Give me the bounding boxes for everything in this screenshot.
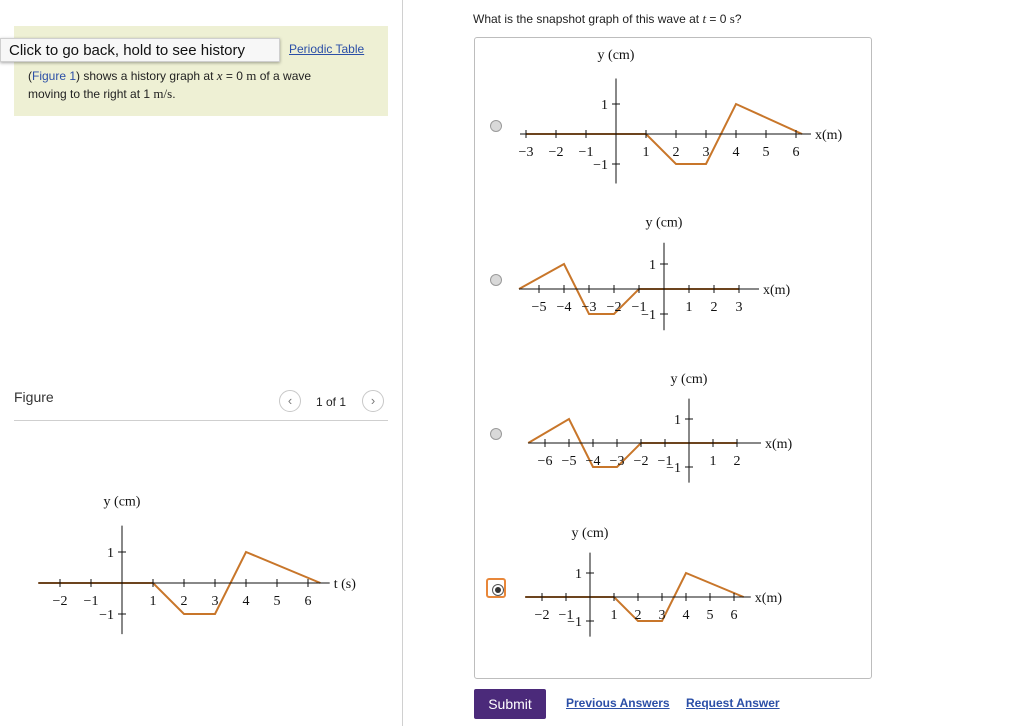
history-x-tick-label: 6 [304,594,312,609]
choice-b-x-tick-label: −5 [531,300,547,315]
history-y-tick-pos: 1 [107,546,114,561]
figure-link[interactable]: Figure 1 [32,69,77,83]
choice-c-y-tick-pos: 1 [674,413,681,428]
choice-d-x-tick-label: −1 [558,608,574,623]
question-text-part: ? [734,12,742,26]
choice-c-x-tick-label: −1 [657,454,673,469]
choice-c-x-tick-label: 1 [709,454,717,469]
choice-b-x-axis-label: x(m) [763,283,791,298]
choice-a-x-tick-label: 1 [642,145,650,160]
t-variable: t [702,11,707,26]
choice-a-x-tick-label: 5 [762,145,770,160]
choice-a-x-axis-label: x(m) [815,128,843,143]
previous-answers-link[interactable]: Previous Answers [566,696,670,710]
choice-a-y-tick-neg: −1 [593,158,608,173]
choice-b-x-tick-label: −1 [631,300,647,315]
choice-d-y-axis-label: y (cm) [571,526,609,541]
choice-c-x-axis-label: x(m) [765,437,793,452]
second-unit: s [729,11,735,26]
chevron-right-icon: › [370,393,376,408]
problem-text: of a wave [256,69,312,83]
speed-unit: m/s [153,86,173,101]
history-x-tick-label: 4 [242,594,250,609]
choice-b-y-axis-label: y (cm) [645,215,683,231]
choice-b-y-tick-neg: −1 [641,308,656,323]
choice-a-x-tick-label: −3 [518,145,534,160]
choice-c-x-tick-label: 2 [733,454,741,469]
choice-d-x-tick-label: 4 [682,608,690,623]
choice-c-x-tick-label: −3 [609,454,625,469]
choice-a-x-tick-label: 2 [672,145,680,160]
choice-d-x-tick-label: 6 [730,608,738,623]
choice-d-y-tick-neg: −1 [567,615,582,630]
history-y-tick-neg: −1 [99,608,114,623]
history-x-axis-label: t (s) [333,577,356,592]
history-x-tick-label: 3 [211,594,219,609]
choice-b-x-tick-label: −3 [581,300,597,315]
history-tooltip: Click to go back, hold to see history [0,38,280,62]
choice-a-x-tick-label: 6 [792,145,800,160]
choice-d-x-tick-label: 1 [610,608,618,623]
history-x-tick-label: −2 [52,594,68,609]
choice-b-x-tick-label: −2 [606,300,622,315]
choice-d-y-tick-pos: 1 [575,567,582,582]
choice-a-x-tick-label: 4 [732,145,740,160]
figure-counter: 1 of 1 [316,395,347,409]
choice-a-x-tick-label: 3 [702,145,710,160]
chevron-left-icon: ‹ [287,393,293,408]
choice-d-x-tick-label: 2 [634,608,642,623]
choice-c-x-tick-label: −6 [537,454,553,469]
choice-c-x-tick-label: −5 [561,454,577,469]
submit-button[interactable]: Submit [474,689,546,719]
periodic-table-link[interactable]: Periodic Table [289,42,365,56]
choice-c-x-tick-label: −2 [633,454,649,469]
problem-text: ( [28,69,32,83]
question-text-part: What is the snapshot graph of this wave at [473,12,703,26]
choice-b-x-tick-label: −4 [556,300,572,315]
choice-a-x-tick-label: −1 [578,145,594,160]
history-x-tick-label: 2 [180,594,188,609]
choice-b-x-tick-label: 2 [710,300,718,315]
choice-b-y-tick-pos: 1 [649,258,656,273]
choice-b-x-tick-label: 3 [735,300,743,315]
choice-d-x-axis-label: x(m) [754,591,783,606]
history-x-tick-label: 1 [149,594,157,609]
choice-d-x-tick-label: 3 [658,608,666,623]
problem-text: moving to the right at 1 [28,87,154,101]
problem-text: ) shows a history graph at [76,69,217,83]
x-variable: x [216,68,223,83]
choice-c-y-axis-label: y (cm) [670,372,708,387]
question-text-part: = 0 [706,12,730,26]
choice-b-x-tick-label: 1 [685,300,693,315]
problem-text: . [172,87,176,101]
problem-text: = 0 [222,69,247,83]
choice-a-x-tick-label: −2 [548,145,564,160]
figure-heading: Figure [14,389,54,405]
choice-a-y-axis-label: y (cm) [597,48,635,63]
history-x-tick-label: −1 [83,594,99,609]
choice-d-x-tick-label: −2 [534,608,550,623]
history-x-tick-label: 5 [273,594,281,609]
choice-a-y-tick-pos: 1 [601,98,608,113]
history-y-axis-label: y (cm) [103,494,141,510]
choice-c-y-tick-neg: −1 [666,461,681,476]
request-answer-link[interactable]: Request Answer [686,696,780,710]
meter-unit: m [246,68,257,83]
choice-c-x-tick-label: −4 [585,454,601,469]
choice-d-x-tick-label: 5 [706,608,714,623]
